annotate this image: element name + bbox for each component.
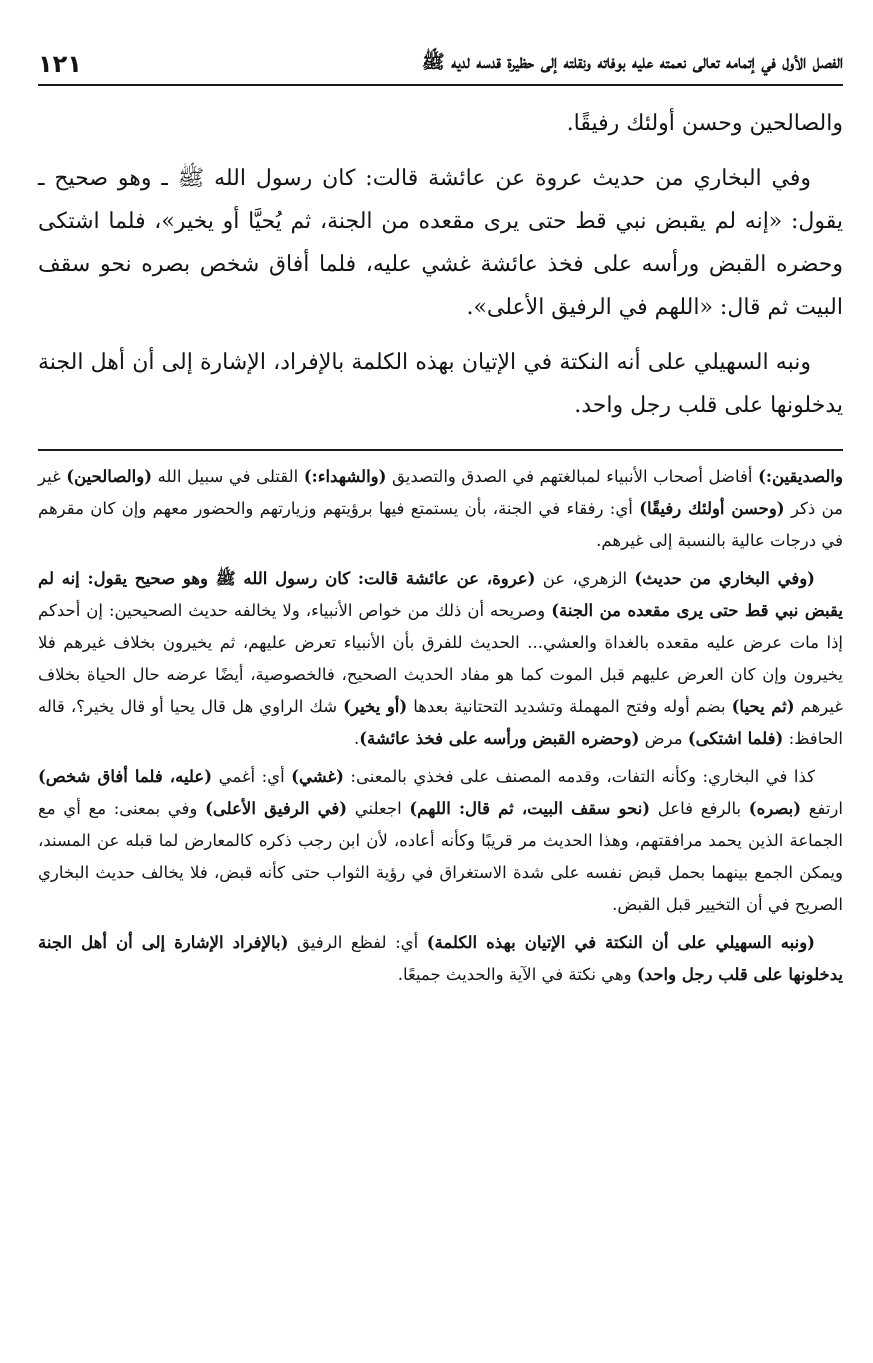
main-paragraph-1: والصالحين وحسن أولئك رفيقًا. — [566, 111, 843, 136]
commentary-text: بضم أوله وفتح المهملة وتشديد التحتانية بعدها — [407, 697, 732, 716]
chapter-title: الفصل الأول في إتمامه تعالى نعمته عليه بوفاته ونقلته إلى حظيرة قدسه لديه ﷺ — [421, 51, 843, 73]
commentary-text: كذا في البخاري: وكأنه التفات، وقدمه المصنف على فخذي بالمعنى: — [343, 767, 815, 786]
commentary-text: القتلى في سبيل الله — [152, 467, 304, 486]
commentary-text: وهي نكتة في الآية والحديث جميعًا. — [397, 965, 637, 984]
commentary-text: بالرفع فاعل — [650, 799, 749, 818]
quoted-term: (والصالحين) — [66, 467, 153, 486]
commentary-text: مرض — [639, 729, 688, 748]
quoted-term: (وفي البخاري من حديث) — [634, 569, 815, 588]
quoted-term: (وحسن أولئك رفيقًا) — [639, 499, 785, 518]
commentary-text: أي: رفقاء في الجنة، بأن يستمتع فيها برؤيتهم وزيارتهم والحضور معهم وإن كان مقرهم في درجات عالية بالنسبة إلى غيرهم. — [38, 499, 843, 550]
quoted-term: (والشهداء:) — [303, 467, 387, 486]
commentary-paragraph-3 — [38, 761, 843, 921]
quoted-term: والصديقين:) — [758, 467, 843, 486]
main-text — [38, 102, 843, 427]
main-paragraph-2: وفي البخاري من حديث عروة عن عائشة قالت: كان رسول الله ﷺ ـ وهو صحيح ـ يقول: «إنه لم يقبض نبي قط حتى يرى مقعده من الجنة، ثم يُحيَّا أو يخير»، فلما اشتكى وحضره القبض ورأسه على فخذ عائشة غشي عليه، فلما أفاق شخص بصره نحو سقف البيت ثم قال: «اللهم في الرفيق الأعلى». — [38, 166, 843, 320]
commentary-paragraph-1 — [38, 461, 843, 557]
quoted-term: (بالإفراد الإشارة إلى أن أهل الجنة يدخلونها على قلب رجل واحد) — [38, 933, 843, 984]
running-header — [38, 38, 843, 86]
quoted-term: (عليه، فلما أفاق شخص) — [38, 767, 213, 786]
quoted-term: (نحو سقف البيت، ثم قال: اللهم) — [409, 799, 651, 818]
commentary — [38, 461, 843, 991]
page-number: ١٢١ — [38, 50, 82, 78]
quoted-term: (أو يخير) — [343, 697, 408, 716]
commentary-paragraph-4 — [38, 927, 843, 991]
commentary-text: . — [353, 729, 360, 748]
quoted-term: (غشي) — [291, 767, 344, 786]
commentary-text: وفي بمعنى: مع أي مع الجماعة الذين يحمد مرافقتهم، وهذا الحديث مر قريبًا وكأنه أعاده، لأن ابن رجب ذكره كالمعارض لما قبله عن المسند، ويمكن الجمع بينهما بحمل قبض نفسه على شدة الاستغراق في رؤية الثواب حتى كأنه قبض، فلا يخالف حديث البخاري الصريح في أن التخيير قبل القبض. — [38, 799, 843, 914]
commentary-text: شك الراوي هل قال يحيا أو قال يخير؟، قاله الحافظ: — [38, 697, 843, 748]
commentary-text: اجعلني — [347, 799, 410, 818]
commentary-text: وصريحه أن ذلك من خواص الأنبياء، ولا يخالفه حديث الصحيحين: إن أحدكم إذا مات عرض عليه مقعده بالغداة والعشي... الحديث للفرق بأن الأنبياء تعرض عليهم، ثم يخيرون بخلاف غيرهم فلا يخيرون وإن كان العرض عليهم قبل الموت كما هو مفاد الحديث الصحيح، فالخصوصية، أيضًا عرضه حال الحياة بخلاف غيرهم — [38, 601, 843, 716]
main-paragraph-3: ونبه السهيلي على أنه النكتة في الإتيان بهذه الكلمة بالإفراد، الإشارة إلى أن أهل الجنة يدخلونها على قلب رجل واحد. — [38, 350, 843, 418]
quoted-term: (عروة، عن عائشة قالت: كان رسول الله ﷺ وهو صحيح يقول: إنه لم يقبض نبي قط حتى يرى مقعده من الجنة) — [38, 569, 843, 620]
commentary-text: ارتفع — [801, 799, 843, 818]
footnote-separator — [38, 449, 843, 451]
commentary-text: الزهري، عن — [535, 569, 635, 588]
commentary-text: أي: لفظع الرفيق — [288, 933, 427, 952]
commentary-paragraph-2 — [38, 563, 843, 755]
commentary-text: غير من ذكر — [38, 467, 843, 518]
quoted-term: (فلما اشتكى) — [687, 729, 784, 748]
commentary-text: أفاضل أصحاب الأنبياء لمبالغتهم في الصدق والتصديق — [386, 467, 759, 486]
quoted-term: (وحضره القبض ورأسه على فخذ عائشة) — [359, 729, 640, 748]
commentary-text: أي: أغمي — [212, 767, 292, 786]
quoted-term: (ونبه السهيلي على أن النكتة في الإتيان بهذه الكلمة) — [426, 933, 815, 952]
quoted-term: (ثم يحيا) — [731, 697, 795, 716]
quoted-term: (بصره) — [748, 799, 802, 818]
quoted-term: (في الرفيق الأعلى) — [205, 799, 348, 818]
